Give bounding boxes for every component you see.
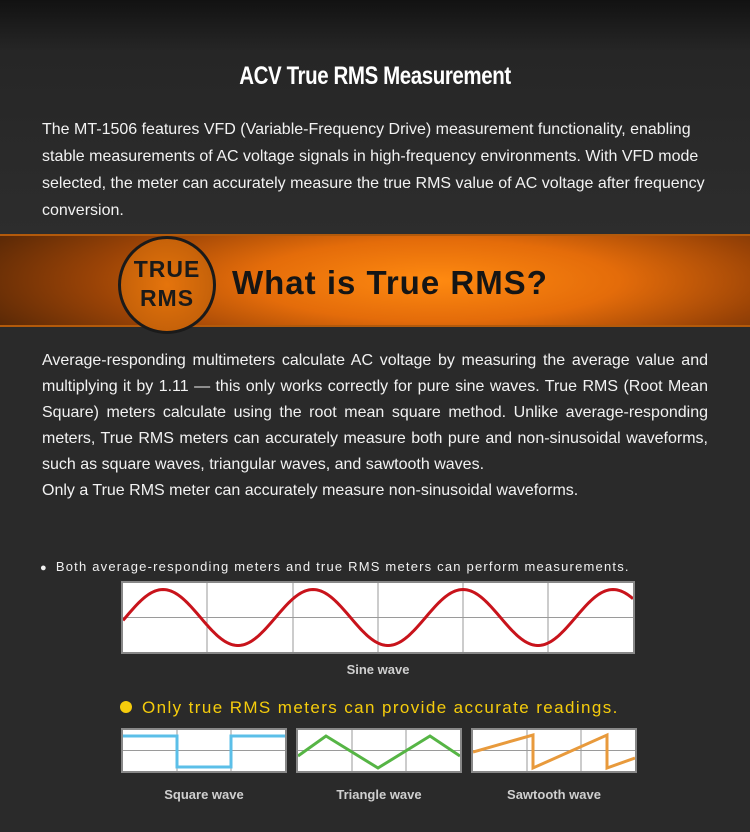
- bullet-both-meters: [40, 559, 630, 574]
- sawtooth-wave-caption: Sawtooth wave: [507, 787, 601, 802]
- bullet-true-rms-only: [120, 698, 619, 718]
- sawtooth-wave-graph: [473, 730, 635, 771]
- badge-line-rms: RMS: [139, 285, 195, 311]
- triangle-wave-graph: [298, 730, 460, 771]
- explanation-text: [42, 348, 708, 504]
- sawtooth-wave-trace: [473, 735, 635, 768]
- square-wave-caption: Square wave: [164, 787, 244, 802]
- banner-heading: What is True RMS?: [232, 264, 548, 301]
- explanation-paragraph: Average-responding multimeters calculate AC voltage by measuring the average value and multiplying it by 1.11 — this only works correctly for pure sine waves. True RMS (Root Mean Square) meters calculate using the root mean square method. Unlike average-responding meters, True RMS meters can accurately measure both pure and non-sinusoidal waveforms, such as square waves, triangular waves, and sawtooth waves.: [42, 352, 708, 473]
- badge-line-true: TRUE: [133, 256, 201, 282]
- square-wave-panel: [121, 728, 287, 773]
- sine-wave-caption: Sine wave: [346, 662, 410, 677]
- bullet-yellow-dot-icon: [120, 701, 132, 713]
- triangle-wave-panel: [296, 728, 462, 773]
- intro-paragraph: The MT-1506 features VFD (Variable-Frequency Drive) measurement functionality, enabling stable measurements of AC voltage signals in high-frequency environments. With VFD mode selected, the meter can accurately measure the true RMS value of AC voltage after frequency conversion.: [42, 121, 705, 219]
- bullet-dot-icon: ●: [40, 562, 48, 574]
- square-wave-trace: [123, 736, 285, 767]
- sawtooth-wave-panel: [471, 728, 637, 773]
- triangle-wave-trace: [298, 736, 460, 768]
- explanation-closing: Only a True RMS meter can accurately measure non-sinusoidal waveforms.: [42, 482, 579, 499]
- bullet-true-rms-only-text: Only true RMS meters can provide accurate readings.: [142, 698, 619, 717]
- sine-wave-panel: [121, 581, 635, 654]
- triangle-wave-caption: Triangle wave: [336, 787, 422, 802]
- page-title: ACV True RMS Measurement: [239, 62, 511, 90]
- sine-wave-graph: [123, 583, 633, 652]
- square-wave-graph: [123, 730, 285, 771]
- bullet-both-meters-text: Both average-responding meters and true RMS meters can perform measurements.: [55, 559, 630, 574]
